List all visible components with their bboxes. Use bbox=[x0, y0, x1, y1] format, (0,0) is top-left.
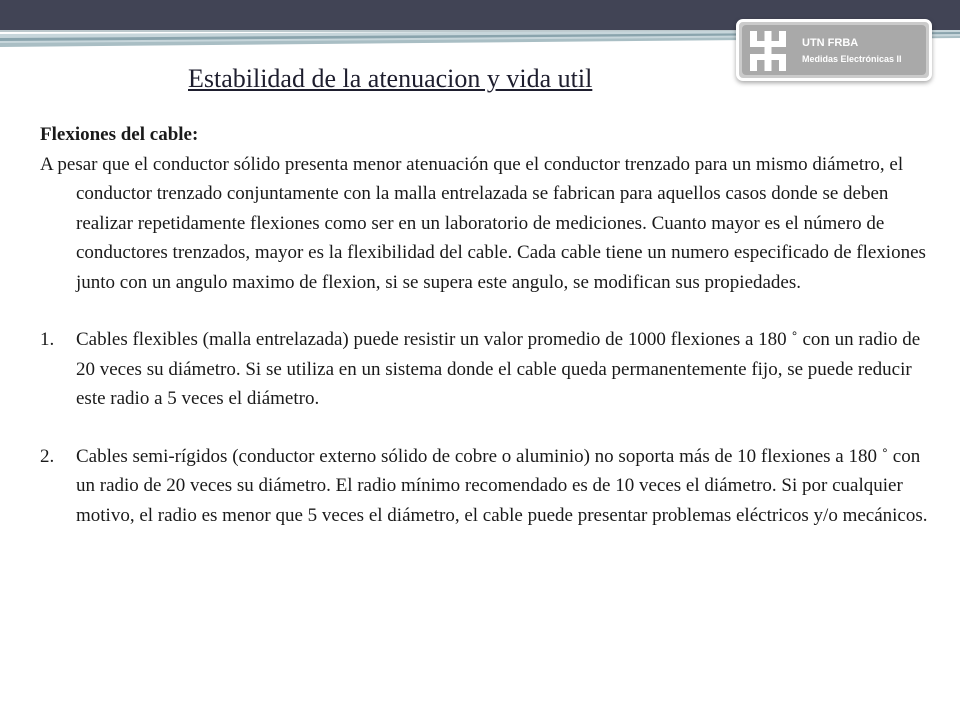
intro-paragraph: A pesar que el conductor sólido presenta menor atenuación que el conductor trenzado para un mismo diámetro, el conductor trenzado conjuntamente con la malla entrelazada se fabrican para aquellos casos donde se deben realizar repetidamente flexiones como ser en un laboratorio de mediciones. Cuanto mayor es el número de conductores trenzados, mayor es la flexibilidad del cable. Cada cable tiene un numero especificado de flexiones junto con un angulo maximo de flexion, si se supera este angulo, se modifican sus propiedades. bbox=[40, 153, 926, 293]
badge-subtitle: Medidas Electrónicas II bbox=[802, 54, 902, 64]
utn-logo-icon bbox=[746, 28, 790, 74]
list-item bbox=[40, 325, 928, 414]
slide-title: Estabilidad de la atenuacion y vida util bbox=[188, 64, 593, 93]
badge-title: UTN FRBA bbox=[802, 37, 859, 49]
list-text: Cables flexibles (malla entrelazada) puede resistir un valor promedio de 1000 flexiones a 180 ˚ con un radio de 20 veces su diámetro. Si se utiliza en un sistema donde el cable queda permanentemente fijo, se puede reducir este radio a 5 veces el diámetro. bbox=[76, 329, 921, 409]
list-number: 1. bbox=[40, 329, 55, 350]
list-number: 2. bbox=[40, 445, 55, 467]
utn-badge bbox=[736, 19, 932, 81]
slide-content bbox=[40, 120, 928, 530]
list-item bbox=[40, 442, 928, 531]
subheading: Flexiones del cable: bbox=[40, 124, 199, 145]
badge-panel bbox=[742, 25, 926, 75]
list-text: Cables semi-rígidos (conductor externo sólido de cobre o aluminio) no soporta más de 10 flexiones a 180 ˚ con un radio de 20 veces su diámetro. El radio mínimo recomendado es de 10 veces el diámetro. Si por cualquier motivo, el radio es menor que 5 veces el diámetro, el cable puede presentar problemas eléctricos y/o mecánicos. bbox=[76, 445, 928, 526]
